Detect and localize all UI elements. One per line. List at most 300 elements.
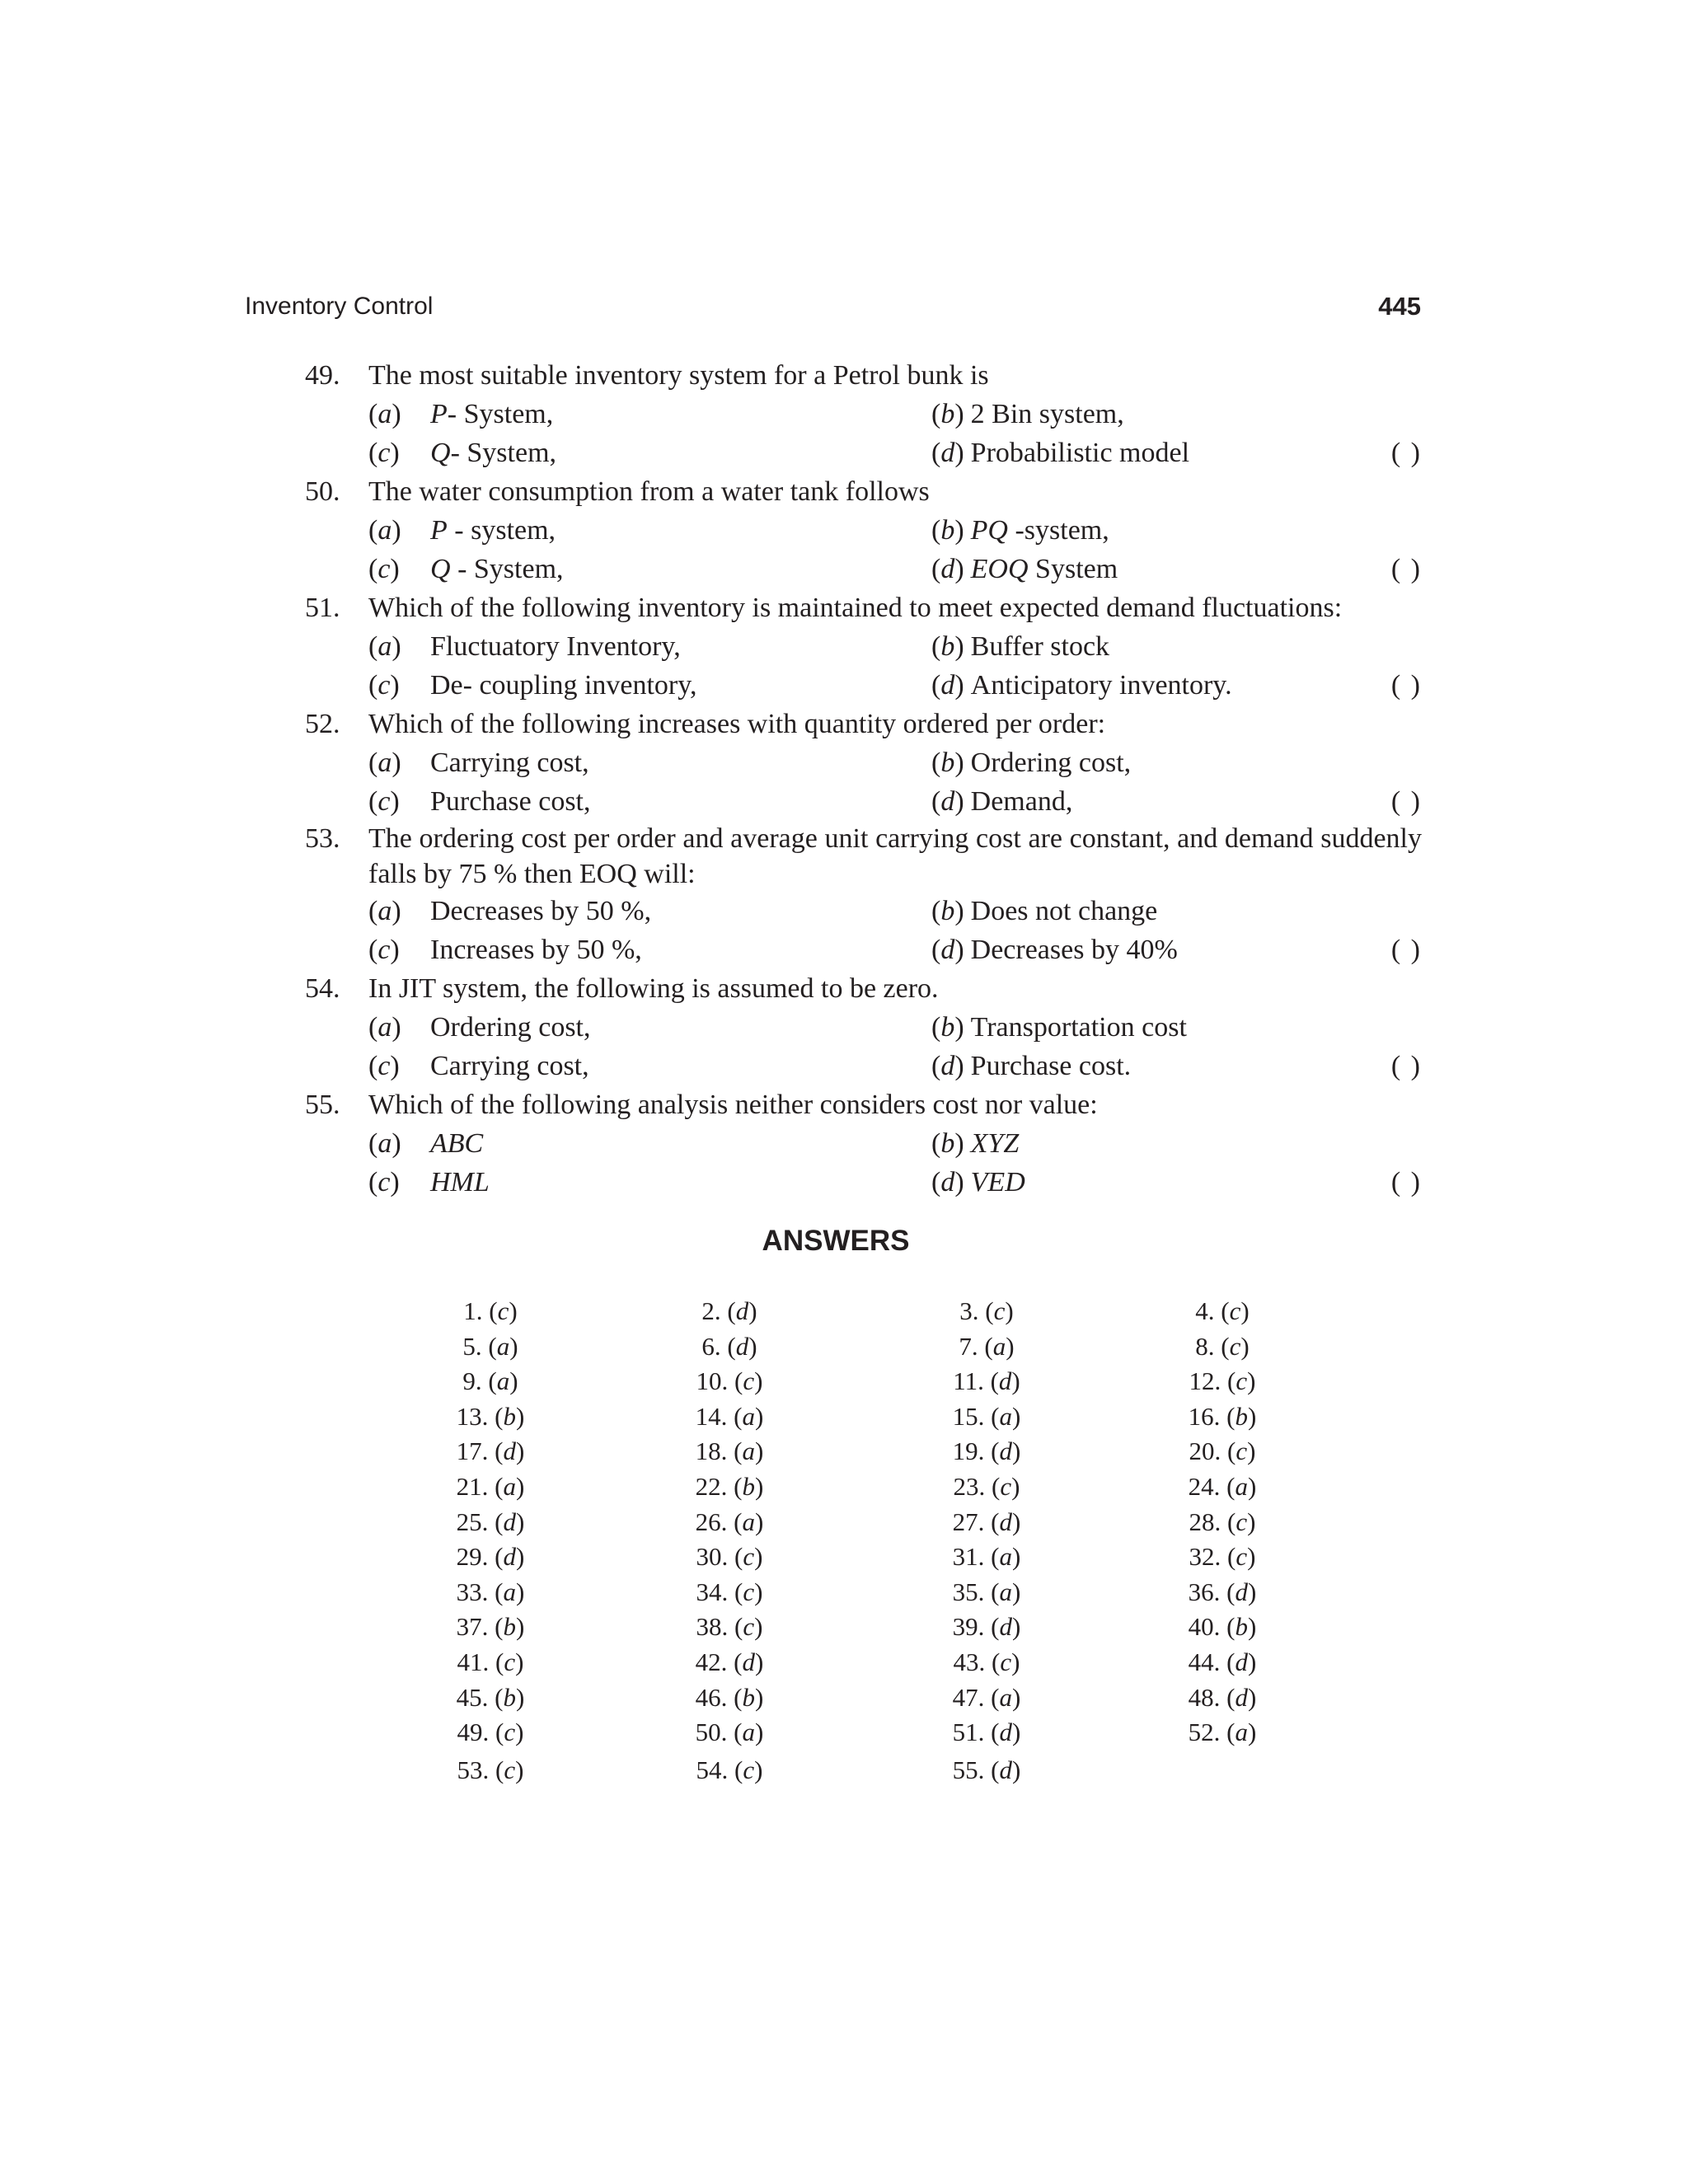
- option-text-rest: -system,: [1007, 515, 1109, 546]
- option-text-rest: Probabilistic model: [970, 438, 1190, 468]
- answer-cell: 41. (c): [457, 1647, 524, 1676]
- answer-cell: 14. (a): [695, 1401, 764, 1431]
- option-text-rest: Carrying cost,: [430, 748, 589, 778]
- answer-row: [429, 1645, 1335, 1680]
- answer-cell: 50. (a): [695, 1718, 764, 1747]
- option-text: [971, 1167, 1025, 1197]
- option-letter: a: [377, 1128, 392, 1159]
- answer-number: 21.: [456, 1471, 489, 1501]
- option-row: [305, 930, 1422, 969]
- option-text-rest: Purchase cost.: [970, 1051, 1132, 1081]
- option-label: (c): [368, 935, 400, 965]
- option-text-italic: EOQ: [970, 554, 1029, 584]
- question-line: [305, 588, 1422, 627]
- option-text-rest: - System,: [450, 554, 564, 584]
- answer-number: 54.: [696, 1755, 729, 1784]
- option-letter: a: [377, 896, 392, 926]
- option-label: (c): [368, 1051, 400, 1081]
- option-text: [430, 1012, 591, 1043]
- answer-cell: 22. (b): [695, 1471, 764, 1501]
- option-b: [931, 395, 1124, 434]
- answer-letter: b: [503, 1401, 516, 1431]
- answer-row: [429, 1469, 1335, 1505]
- answer-row: [429, 1753, 1335, 1788]
- option-label: (a): [368, 515, 401, 546]
- answer-letter: b: [742, 1471, 755, 1501]
- answer-cell: 34. (c): [696, 1577, 763, 1606]
- answer-cell: 24. (a): [1188, 1471, 1257, 1501]
- answer-letter: c: [743, 1577, 755, 1606]
- answer-cell: 26. (a): [695, 1507, 764, 1536]
- answer-number: 37.: [456, 1612, 489, 1642]
- answer-cell: 43. (c): [953, 1647, 1020, 1676]
- answers-heading-text: ANSWERS: [762, 1225, 910, 1257]
- answer-letter: c: [743, 1542, 755, 1572]
- option-text: [430, 399, 553, 429]
- answer-letter: c: [743, 1612, 755, 1642]
- option-a: [368, 1124, 483, 1163]
- answer-number: 25.: [456, 1507, 489, 1536]
- answer-row: [429, 1680, 1335, 1716]
- option-text: [430, 631, 681, 662]
- answer-cell: 32. (c): [1189, 1542, 1256, 1572]
- option-letter: d: [940, 935, 955, 965]
- answer-letter: a: [999, 1682, 1012, 1712]
- answer-number: 11.: [953, 1366, 984, 1396]
- answer-letter: b: [503, 1682, 516, 1712]
- answer-cell: 52. (a): [1188, 1718, 1257, 1747]
- option-letter: c: [377, 786, 391, 817]
- option-text: [971, 1051, 1132, 1081]
- answer-number: 41.: [457, 1647, 490, 1676]
- option-text: [971, 515, 1109, 546]
- answer-letter: d: [999, 1436, 1012, 1466]
- answer-number: 18.: [695, 1436, 728, 1466]
- answer-cell: 37. (b): [456, 1612, 525, 1642]
- answer-cell: 54. (c): [696, 1755, 763, 1784]
- option-letter: d: [940, 438, 955, 468]
- answer-cell: 3. (c): [959, 1296, 1014, 1325]
- answer-cell: 35. (a): [952, 1577, 1021, 1606]
- option-text-italic: ABC: [430, 1128, 484, 1159]
- answer-number: 28.: [1189, 1507, 1221, 1536]
- question-line: [305, 705, 1422, 743]
- answer-letter: d: [999, 1507, 1012, 1536]
- option-letter: b: [940, 1128, 955, 1159]
- answer-cell: 19. (d): [952, 1436, 1021, 1466]
- question-line: [305, 1085, 1422, 1124]
- option-a: [368, 627, 681, 666]
- answer-cell: 17. (d): [456, 1436, 525, 1466]
- answer-letter: c: [1236, 1507, 1248, 1536]
- answer-letter: d: [999, 1718, 1012, 1747]
- answer-blank: ( ): [1390, 438, 1422, 468]
- answer-row: [429, 1505, 1335, 1540]
- option-text: [430, 515, 556, 546]
- answer-number: 36.: [1188, 1577, 1221, 1606]
- option-label: (c): [368, 786, 400, 817]
- answer-number: 22.: [695, 1471, 728, 1501]
- option-a: [368, 1008, 591, 1047]
- answer-cell: 39. (d): [952, 1612, 1021, 1642]
- answer-row: [429, 1364, 1335, 1399]
- answer-number: 23.: [953, 1471, 986, 1501]
- question-text: Which of the following analysis neither considers cost nor value:: [368, 1090, 1098, 1120]
- answer-number: 50.: [695, 1718, 728, 1747]
- option-text-rest: - system,: [447, 515, 556, 546]
- answer-letter: a: [1235, 1471, 1248, 1501]
- option-c: [368, 930, 642, 969]
- answer-letter: d: [503, 1507, 516, 1536]
- question-number: 50.: [305, 476, 340, 507]
- option-a: [368, 743, 589, 782]
- answer-letter: c: [504, 1647, 516, 1676]
- option-text-rest: Purchase cost,: [430, 786, 591, 817]
- answer-cell: 31. (a): [952, 1542, 1021, 1572]
- option-c: [368, 782, 591, 821]
- answer-blank: ( ): [1390, 554, 1422, 584]
- option-letter: c: [377, 670, 391, 701]
- answer-cell: 11. (d): [953, 1366, 1020, 1396]
- option-b: [931, 1008, 1187, 1047]
- answer-letter: a: [999, 1401, 1012, 1431]
- answer-row: [429, 1575, 1335, 1610]
- option-label: (a): [368, 1012, 401, 1043]
- option-label: (a): [368, 896, 401, 926]
- answer-cell: 15. (a): [952, 1401, 1021, 1431]
- answer-number: 26.: [695, 1507, 728, 1536]
- question-item: [305, 821, 1422, 969]
- option-text: [430, 896, 651, 926]
- option-row: [305, 511, 1422, 550]
- answer-number: 1.: [463, 1296, 483, 1325]
- answer-number: 40.: [1188, 1612, 1221, 1642]
- option-letter: c: [377, 1167, 391, 1197]
- answer-number: 27.: [952, 1507, 985, 1536]
- answer-cell: 6. (d): [701, 1331, 757, 1361]
- answer-row: [429, 1610, 1335, 1645]
- option-label: (b): [931, 748, 964, 778]
- option-text-rest: Increases by 50 %,: [430, 935, 642, 965]
- option-row: [305, 1008, 1422, 1047]
- question-number: 51.: [305, 593, 340, 623]
- option-d: [931, 782, 1072, 821]
- answer-cell: 1. (c): [463, 1296, 518, 1325]
- answer-row: [429, 1294, 1335, 1329]
- option-row: [305, 666, 1422, 705]
- answer-letter: b: [503, 1612, 516, 1642]
- answer-letter: b: [1235, 1612, 1248, 1642]
- option-label: (b): [931, 1012, 964, 1043]
- answer-cell: 46. (b): [695, 1682, 764, 1712]
- option-letter: d: [940, 1167, 955, 1197]
- answer-number: 51.: [952, 1718, 985, 1747]
- answer-cell: 13. (b): [456, 1401, 525, 1431]
- answer-number: 55.: [952, 1755, 985, 1784]
- answer-letter: a: [742, 1436, 755, 1466]
- option-letter: b: [940, 748, 955, 778]
- answer-cell: 9. (a): [462, 1366, 518, 1396]
- option-label: (c): [368, 1167, 400, 1197]
- option-a: [368, 511, 556, 550]
- answer-cell: 16. (b): [1188, 1401, 1257, 1431]
- answer-number: 29.: [456, 1542, 489, 1572]
- option-label: (b): [931, 515, 964, 546]
- answer-number: 34.: [696, 1577, 729, 1606]
- answer-number: 46.: [695, 1682, 728, 1712]
- option-letter: a: [377, 1012, 392, 1043]
- answer-letter: c: [1000, 1647, 1012, 1676]
- answer-letter: a: [496, 1331, 510, 1361]
- question-line: [305, 356, 1422, 395]
- option-text-italic: P: [430, 399, 448, 429]
- answer-cell: 4. (c): [1195, 1296, 1250, 1325]
- question-item: [305, 356, 1422, 472]
- answer-cell: 45. (b): [456, 1682, 525, 1712]
- answer-letter: c: [743, 1755, 755, 1784]
- option-text-rest: System: [1028, 554, 1118, 584]
- option-text: [971, 631, 1109, 662]
- option-text-rest: - System,: [450, 438, 557, 468]
- option-row: [305, 1124, 1422, 1163]
- option-text-rest: Anticipatory inventory.: [970, 670, 1232, 701]
- option-d: [931, 434, 1189, 472]
- answer-number: 24.: [1188, 1471, 1221, 1501]
- answer-letter: d: [735, 1296, 749, 1325]
- question-list: [305, 356, 1422, 1202]
- answer-number: 48.: [1188, 1682, 1221, 1712]
- option-label: (d): [931, 935, 964, 965]
- answer-cell: 21. (a): [456, 1471, 525, 1501]
- answer-number: 45.: [456, 1682, 489, 1712]
- answer-number: 10.: [696, 1366, 729, 1396]
- option-letter: d: [940, 670, 955, 701]
- answer-cell: 12. (c): [1189, 1366, 1256, 1396]
- answer-cell: 44. (d): [1188, 1647, 1257, 1676]
- option-text-rest: Ordering cost,: [970, 748, 1132, 778]
- question-number: 55.: [305, 1090, 340, 1120]
- option-letter: c: [377, 1051, 391, 1081]
- option-label: (b): [931, 631, 964, 662]
- answer-letter: c: [504, 1718, 516, 1747]
- answer-cell: 27. (d): [952, 1507, 1021, 1536]
- answer-letter: a: [742, 1718, 755, 1747]
- question-item: [305, 969, 1422, 1085]
- option-text-rest: 2 Bin system,: [970, 399, 1124, 429]
- option-text-rest: Transportation cost: [970, 1012, 1187, 1043]
- answer-letter: c: [1229, 1331, 1241, 1361]
- option-label: (c): [368, 670, 400, 701]
- answer-number: 3.: [959, 1296, 979, 1325]
- answer-letter: c: [743, 1366, 755, 1396]
- answer-cell: 42. (d): [695, 1647, 764, 1676]
- question-item: [305, 1085, 1422, 1202]
- answer-cell: 2. (d): [701, 1296, 757, 1325]
- answer-cell: 5. (a): [462, 1331, 518, 1361]
- answer-number: 7.: [959, 1331, 978, 1361]
- option-text-italic: P: [430, 515, 448, 546]
- answer-number: 43.: [953, 1647, 986, 1676]
- option-text: [971, 399, 1124, 429]
- option-letter: b: [940, 515, 955, 546]
- option-text-rest: - System,: [447, 399, 554, 429]
- answer-cell: 38. (c): [696, 1612, 763, 1642]
- question-text: falls by 75 % then EOQ will:: [368, 859, 696, 889]
- option-text: [430, 554, 564, 584]
- option-row: [305, 550, 1422, 588]
- answer-number: 13.: [456, 1401, 489, 1431]
- answer-number: 19.: [952, 1436, 985, 1466]
- question-text: In JIT system, the following is assumed to be zero.: [368, 973, 939, 1004]
- option-label: (d): [931, 1051, 964, 1081]
- option-letter: c: [377, 554, 391, 584]
- answer-letter: d: [1235, 1682, 1248, 1712]
- answer-cell: 51. (d): [952, 1718, 1021, 1747]
- option-text-rest: Demand,: [970, 786, 1073, 817]
- answer-cell: 20. (c): [1189, 1436, 1256, 1466]
- answer-cell: 53. (c): [457, 1755, 524, 1784]
- question-number: 53.: [305, 823, 340, 854]
- option-text: [430, 1051, 589, 1081]
- answer-number: 15.: [952, 1401, 985, 1431]
- answer-row: [429, 1434, 1335, 1469]
- option-text-rest: Decreases by 50 %,: [430, 896, 652, 926]
- option-label: (a): [368, 399, 401, 429]
- answer-number: 12.: [1189, 1366, 1221, 1396]
- option-text-rest: Buffer stock: [970, 631, 1110, 662]
- answer-letter: d: [999, 1755, 1012, 1784]
- question-line: [305, 856, 1422, 892]
- question-text: Which of the following inventory is maintained to meet expected demand fluctuations:: [368, 593, 1343, 623]
- option-a: [368, 395, 553, 434]
- option-text: [430, 786, 591, 817]
- option-letter: a: [377, 631, 392, 662]
- option-text: [971, 1128, 1020, 1159]
- option-row: [305, 395, 1422, 434]
- answer-letter: a: [503, 1577, 516, 1606]
- option-text: [971, 748, 1132, 778]
- running-title: Inventory Control: [245, 293, 434, 320]
- answer-number: 38.: [696, 1612, 729, 1642]
- option-c: [368, 550, 564, 588]
- answer-number: 32.: [1189, 1542, 1221, 1572]
- answer-blank: ( ): [1390, 670, 1422, 701]
- question-line: [305, 821, 1422, 856]
- answer-letter: d: [503, 1436, 516, 1466]
- option-d: [931, 550, 1118, 588]
- answer-cell: 49. (c): [457, 1718, 524, 1747]
- answer-number: 31.: [952, 1542, 985, 1572]
- option-a: [368, 892, 651, 930]
- answer-row: [429, 1399, 1335, 1435]
- question-text: Which of the following increases with quantity ordered per order:: [368, 709, 1106, 739]
- option-row: [305, 1047, 1422, 1085]
- answer-letter: b: [1235, 1401, 1248, 1431]
- question-line: [305, 969, 1422, 1008]
- answer-number: 16.: [1188, 1401, 1221, 1431]
- answer-letter: a: [496, 1366, 510, 1396]
- option-text: [430, 670, 697, 701]
- answer-number: 9.: [462, 1366, 482, 1396]
- option-text: [430, 1128, 483, 1159]
- answer-blank: ( ): [1390, 935, 1422, 965]
- answer-letter: c: [1236, 1542, 1248, 1572]
- answer-cell: 23. (c): [953, 1471, 1020, 1501]
- option-label: (d): [931, 554, 964, 584]
- option-text-rest: Decreases by 40%: [970, 935, 1178, 965]
- answer-cell: 55. (d): [952, 1755, 1021, 1784]
- option-b: [931, 511, 1109, 550]
- answer-letter: c: [993, 1296, 1006, 1325]
- option-text: [971, 1012, 1187, 1043]
- option-b: [931, 627, 1109, 666]
- option-label: (b): [931, 896, 964, 926]
- answer-cell: 8. (c): [1195, 1331, 1250, 1361]
- answer-number: 35.: [952, 1577, 985, 1606]
- option-text: [430, 748, 589, 778]
- answer-letter: d: [1235, 1577, 1248, 1606]
- answer-letter: d: [503, 1542, 516, 1572]
- option-row: [305, 627, 1422, 666]
- option-letter: a: [377, 748, 392, 778]
- answer-cell: 47. (a): [952, 1682, 1021, 1712]
- option-label: (b): [931, 1128, 964, 1159]
- option-label: (d): [931, 786, 964, 817]
- answer-letter: c: [1236, 1436, 1248, 1466]
- answer-cell: 48. (d): [1188, 1682, 1257, 1712]
- option-text-rest: Carrying cost,: [430, 1051, 589, 1081]
- option-c: [368, 1047, 589, 1085]
- answer-letter: c: [1236, 1366, 1248, 1396]
- answer-number: 30.: [696, 1542, 729, 1572]
- answer-number: 6.: [701, 1331, 721, 1361]
- answer-letter: c: [504, 1755, 516, 1784]
- answer-cell: 40. (b): [1188, 1612, 1257, 1642]
- answer-number: 4.: [1195, 1296, 1215, 1325]
- answer-row: [429, 1715, 1335, 1750]
- answer-number: 44.: [1188, 1647, 1221, 1676]
- answer-letter: d: [735, 1331, 749, 1361]
- option-label: (b): [931, 399, 964, 429]
- answer-letter: a: [1235, 1718, 1248, 1747]
- option-text-rest: Fluctuatory Inventory,: [430, 631, 681, 662]
- option-text: [971, 670, 1232, 701]
- answer-blank: ( ): [1390, 1167, 1422, 1197]
- question-text: The water consumption from a water tank follows: [368, 476, 930, 507]
- option-letter: d: [940, 554, 955, 584]
- option-text: [971, 554, 1118, 584]
- option-text: [430, 438, 556, 468]
- page-number: 445: [1378, 292, 1421, 321]
- option-label: (a): [368, 748, 401, 778]
- option-text: [430, 1167, 490, 1197]
- answer-number: 53.: [457, 1755, 490, 1784]
- option-letter: c: [377, 438, 391, 468]
- answer-number: 2.: [701, 1296, 721, 1325]
- option-letter: b: [940, 1012, 955, 1043]
- answer-letter: d: [742, 1647, 755, 1676]
- answer-cell: 36. (d): [1188, 1577, 1257, 1606]
- option-letter: d: [940, 1051, 955, 1081]
- answer-number: 17.: [456, 1436, 489, 1466]
- option-text: [971, 935, 1178, 965]
- answer-number: 33.: [456, 1577, 489, 1606]
- option-text-italic: Q: [430, 554, 451, 584]
- question-item: [305, 705, 1422, 821]
- option-text-italic: PQ: [970, 515, 1008, 546]
- option-label: (d): [931, 1167, 964, 1197]
- answer-cell: 28. (c): [1189, 1507, 1256, 1536]
